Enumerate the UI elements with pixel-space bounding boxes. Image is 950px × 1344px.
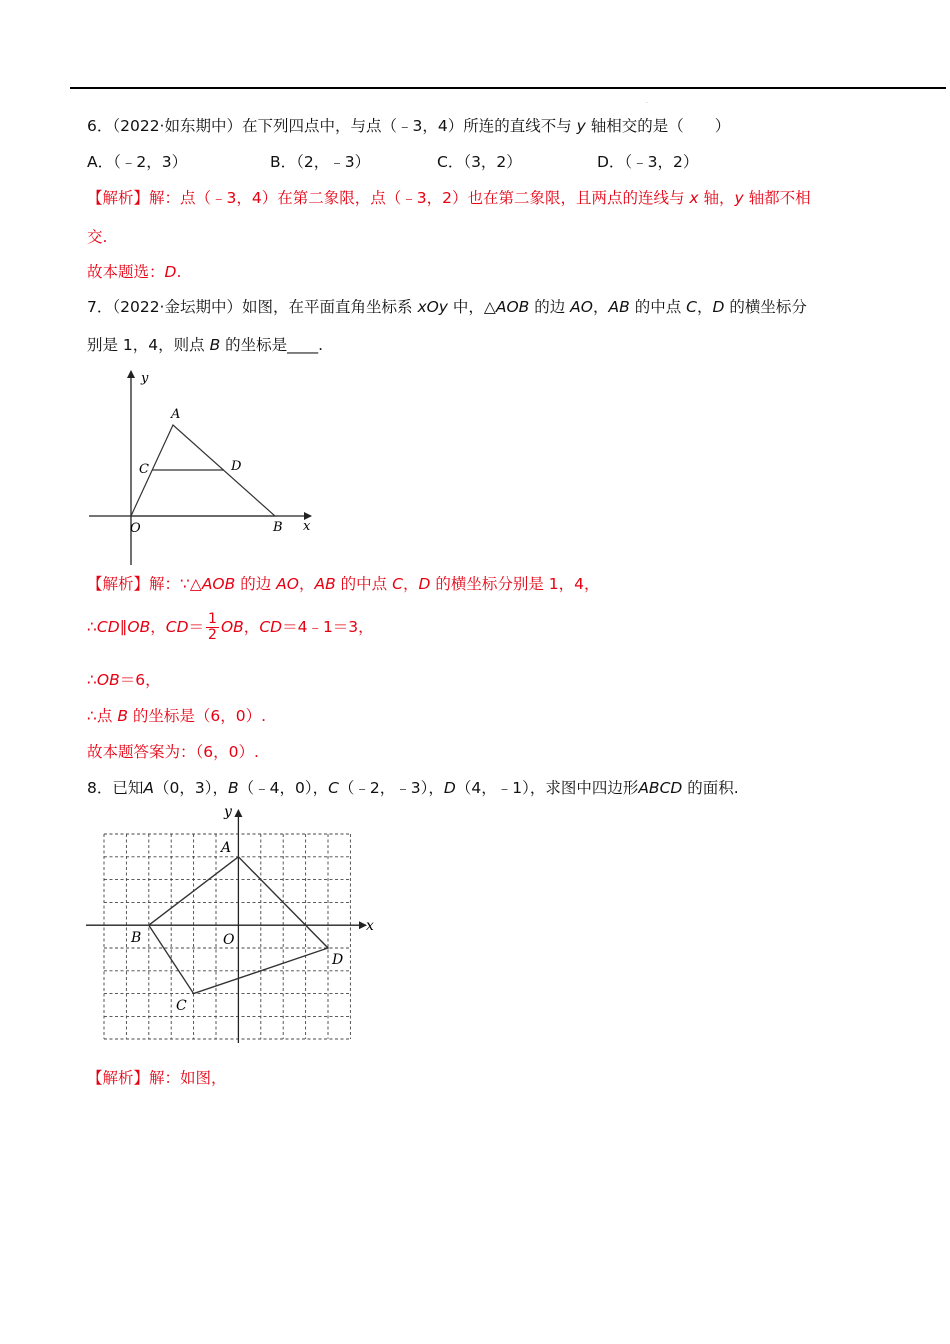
q6-answer: 故本题选：D. — [87, 263, 182, 281]
q6-options — [87, 152, 847, 172]
q7-stem-line2: 别是 1，4，则点 B 的坐标是____. — [87, 336, 324, 354]
header-mark: . — [646, 98, 648, 105]
q6-option-c: C．（3，2） — [437, 153, 522, 171]
q7-stem-line1: 7．（2022·金坛期中）如图，在平面直角坐标系 xOy 中，△AOB 的边 AO，AB 的中点 C，D 的横坐标分 — [87, 298, 807, 316]
header-rule — [70, 87, 946, 89]
q8-label-b: B — [131, 930, 142, 946]
q7-solution-line4: ∴点 B 的坐标是（6，0）. — [87, 707, 267, 725]
q8-label-y: y — [224, 804, 232, 820]
q7-label-d: D — [231, 459, 242, 474]
q7-solution-line3: ∴OB＝6， — [87, 671, 161, 689]
q7-label-o: O — [130, 521, 141, 536]
q7-label-x: x — [303, 519, 311, 534]
q8-figure — [80, 800, 380, 1045]
q6-option-d: D．（﹣3，2） — [597, 153, 699, 171]
q6-stem: 6．（2022·如东期中）在下列四点中，与点（﹣3，4）所连的直线不与 y 轴相交的是（ ） — [87, 117, 731, 135]
q8-label-x: x — [366, 918, 374, 934]
q7-solution-line1: 【解析】解：∵△AOB 的边 AO，AB 的中点 C，D 的横坐标分别是 1，4， — [87, 575, 600, 593]
q7-fraction-half: $\frac{1}{2}$ — [208, 611, 217, 643]
q6-solution-line2: 交. — [87, 228, 108, 246]
q8-label-d: D — [332, 952, 344, 968]
q8-label-c: C — [176, 998, 187, 1014]
q8-stem: 8．已知A（0，3），B（﹣4，0），C（﹣2，﹣3），D（4，﹣1），求图中四边形ABCD 的面积. — [87, 779, 739, 797]
q8-label-o: O — [223, 932, 235, 948]
q7-figure — [85, 365, 325, 570]
q7-label-a: A — [171, 407, 181, 422]
q8-label-a: A — [221, 840, 232, 856]
q8-solution: 【解析】解：如图， — [87, 1069, 227, 1087]
q7-label-b: B — [273, 520, 283, 535]
q7-answer: 故本题答案为：（6，0）. — [87, 743, 259, 761]
q6-solution-line1: 【解析】解：点（﹣3，4）在第二象限，点（﹣3，2）也在第二象限，且两点的连线与 x 轴，y 轴都不相 — [87, 189, 811, 207]
q7-label-c: C — [139, 462, 149, 477]
q6-option-a: A．（﹣2，3） — [87, 153, 188, 171]
q6-option-b: B．（2，﹣3） — [270, 153, 371, 171]
q7-solution-line2: ∴CD∥OB，CD＝ $\frac{1}{2}$ OB，CD＝4﹣1＝3， — [87, 611, 374, 643]
q7-label-y: y — [141, 371, 149, 386]
